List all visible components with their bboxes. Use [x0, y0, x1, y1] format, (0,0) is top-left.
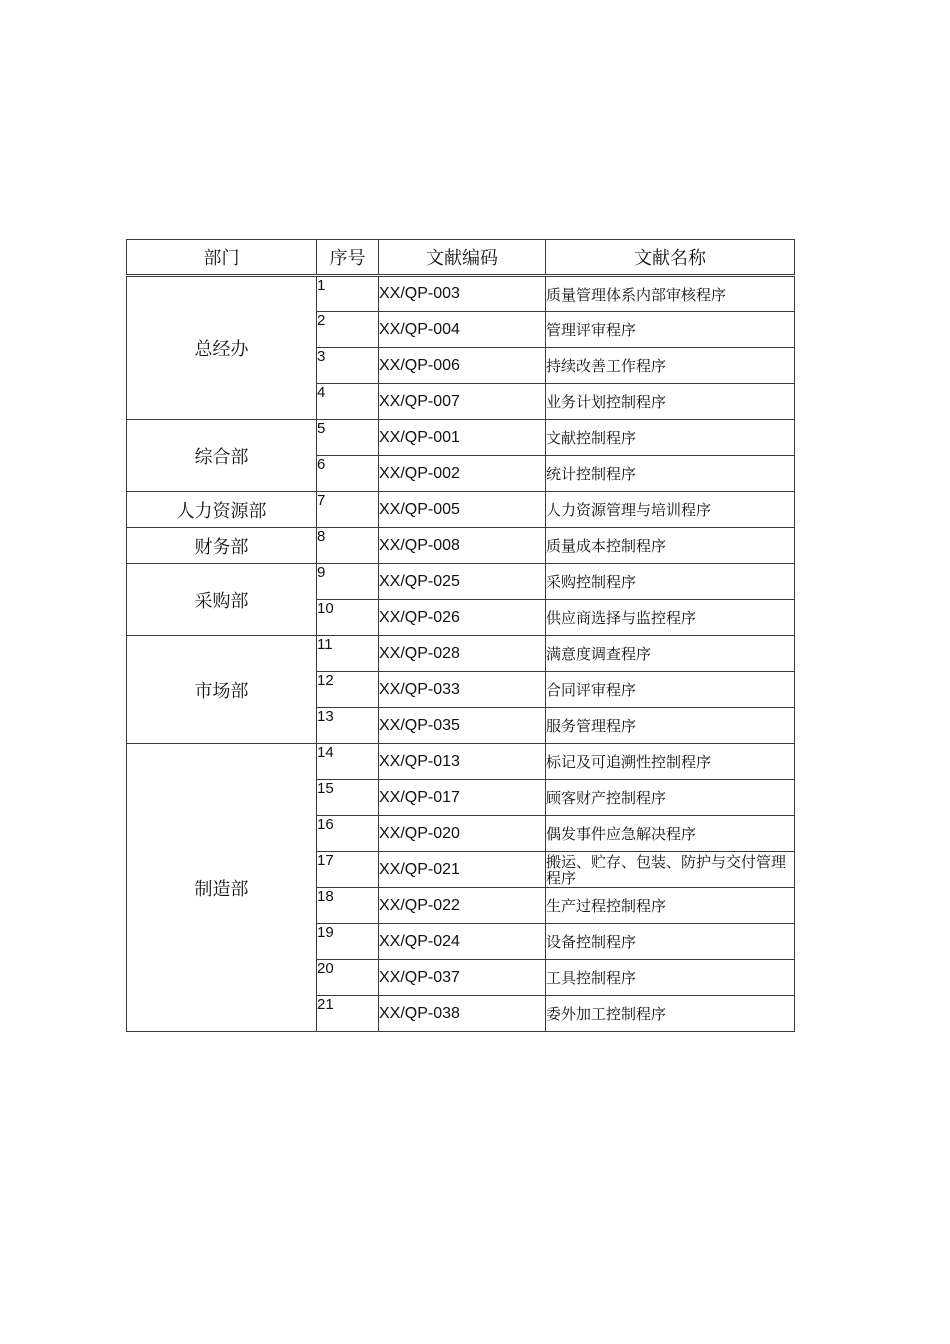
document-name-cell: 服务管理程序 [546, 708, 795, 744]
sequence-cell: 8 [317, 528, 379, 564]
document-name-cell: 生产过程控制程序 [546, 888, 795, 924]
document-name-cell: 搬运、贮存、包装、防护与交付管理程序 [546, 852, 795, 888]
document-name-cell: 工具控制程序 [546, 960, 795, 996]
table-header-row [127, 240, 795, 276]
department-cell: 制造部 [127, 744, 317, 1032]
document-code-cell: XX/QP-002 [379, 456, 546, 492]
sequence-cell: 15 [317, 780, 379, 816]
document-name-cell: 人力资源管理与培训程序 [546, 492, 795, 528]
sequence-cell: 17 [317, 852, 379, 888]
table-row [127, 420, 795, 456]
sequence-cell: 4 [317, 384, 379, 420]
sequence-cell: 10 [317, 600, 379, 636]
sequence-cell: 5 [317, 420, 379, 456]
document-code-cell: XX/QP-008 [379, 528, 546, 564]
sequence-cell: 20 [317, 960, 379, 996]
sequence-cell: 2 [317, 312, 379, 348]
department-cell: 采购部 [127, 564, 317, 636]
document-name-cell: 偶发事件应急解决程序 [546, 816, 795, 852]
document-code-cell: XX/QP-033 [379, 672, 546, 708]
department-cell: 市场部 [127, 636, 317, 744]
sequence-cell: 9 [317, 564, 379, 600]
table-row [127, 492, 795, 528]
table-row [127, 636, 795, 672]
document-code-cell: XX/QP-035 [379, 708, 546, 744]
document-list-table [126, 239, 795, 1032]
document-name-cell: 标记及可追溯性控制程序 [546, 744, 795, 780]
sequence-cell: 13 [317, 708, 379, 744]
document-name-cell: 合同评审程序 [546, 672, 795, 708]
document-name-cell: 质量成本控制程序 [546, 528, 795, 564]
document-code-cell: XX/QP-037 [379, 960, 546, 996]
header-document-name: 文献名称 [546, 240, 795, 276]
sequence-cell: 16 [317, 816, 379, 852]
document-code-cell: XX/QP-024 [379, 924, 546, 960]
document-name-cell: 委外加工控制程序 [546, 996, 795, 1032]
department-cell: 财务部 [127, 528, 317, 564]
document-name-cell: 满意度调查程序 [546, 636, 795, 672]
table-row [127, 276, 795, 312]
sequence-cell: 19 [317, 924, 379, 960]
document-name-cell: 统计控制程序 [546, 456, 795, 492]
document-code-cell: XX/QP-005 [379, 492, 546, 528]
header-document-code: 文献编码 [379, 240, 546, 276]
document-name-cell: 管理评审程序 [546, 312, 795, 348]
document-code-cell: XX/QP-022 [379, 888, 546, 924]
table-row [127, 564, 795, 600]
sequence-cell: 12 [317, 672, 379, 708]
sequence-cell: 7 [317, 492, 379, 528]
sequence-cell: 6 [317, 456, 379, 492]
document-code-cell: XX/QP-017 [379, 780, 546, 816]
sequence-cell: 1 [317, 276, 379, 312]
document-name-cell: 文献控制程序 [546, 420, 795, 456]
document-name-cell: 业务计划控制程序 [546, 384, 795, 420]
header-department: 部门 [127, 240, 317, 276]
document-code-cell: XX/QP-038 [379, 996, 546, 1032]
document-name-cell: 质量管理体系内部审核程序 [546, 276, 795, 312]
department-cell: 人力资源部 [127, 492, 317, 528]
header-sequence: 序号 [317, 240, 379, 276]
sequence-cell: 21 [317, 996, 379, 1032]
table-row [127, 744, 795, 780]
department-cell: 综合部 [127, 420, 317, 492]
sequence-cell: 11 [317, 636, 379, 672]
document-code-cell: XX/QP-006 [379, 348, 546, 384]
document-name-cell: 顾客财产控制程序 [546, 780, 795, 816]
document-code-cell: XX/QP-028 [379, 636, 546, 672]
document-name-cell: 持续改善工作程序 [546, 348, 795, 384]
document-name-cell: 设备控制程序 [546, 924, 795, 960]
document-code-cell: XX/QP-025 [379, 564, 546, 600]
document-code-cell: XX/QP-026 [379, 600, 546, 636]
document-name-cell: 采购控制程序 [546, 564, 795, 600]
document-code-cell: XX/QP-013 [379, 744, 546, 780]
document-code-cell: XX/QP-021 [379, 852, 546, 888]
document-name-cell: 供应商选择与监控程序 [546, 600, 795, 636]
sequence-cell: 3 [317, 348, 379, 384]
table-row [127, 528, 795, 564]
sequence-cell: 18 [317, 888, 379, 924]
document-code-cell: XX/QP-003 [379, 276, 546, 312]
document-code-cell: XX/QP-020 [379, 816, 546, 852]
department-cell: 总经办 [127, 276, 317, 420]
document-code-cell: XX/QP-007 [379, 384, 546, 420]
sequence-cell: 14 [317, 744, 379, 780]
document-code-cell: XX/QP-004 [379, 312, 546, 348]
document-code-cell: XX/QP-001 [379, 420, 546, 456]
